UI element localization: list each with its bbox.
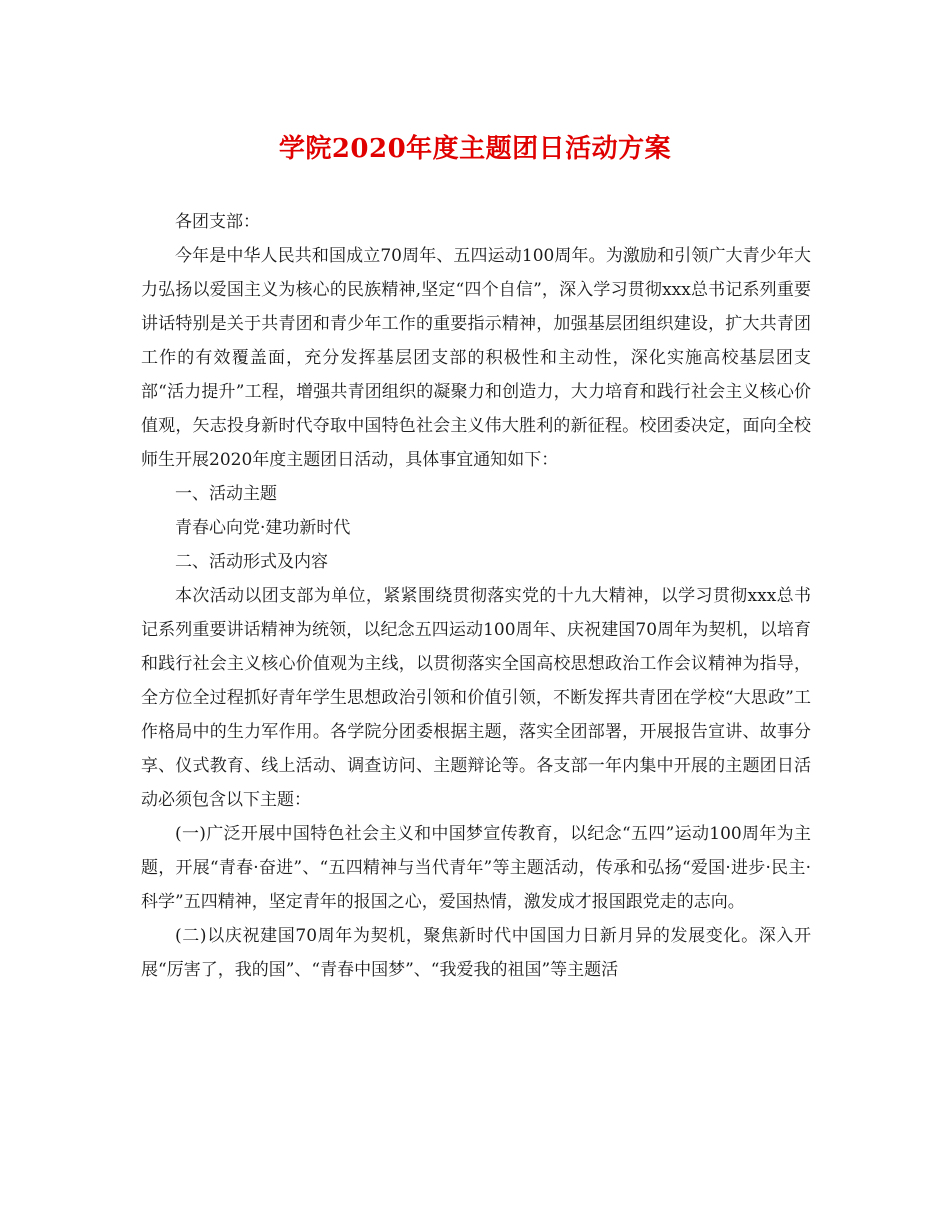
paragraph-item-1: (一)广泛开展中国特色社会主义和中国梦宣传教育，以纪念“五四”运动100周年为主题，开展“青春·奋进”、“五四精神与当代青年”等主题活动，传承和弘扬“爱国·进步·民主·科学”五四精神，坚定青年的报国之心，爱国热情，激发成才报国跟党走的志向。 (141, 824, 811, 912)
paragraph-intro: 今年是中华人民共和国成立70周年、五四运动100周年。为激励和引领广大青少年大力弘扬以爱国主义为核心的民族精神,坚定“四个自信”，深入学习贯彻xxx总书记系列重要讲话特别是关于共青团和青少年工作的重要指示精神，加强基层团组织建设，扩大共青团工作的有效覆盖面，充分发挥基层团支部的积极性和主动性，深化实施高校基层团支部“活力提升”工程，增强共青团组织的凝聚力和创造力，大力培育和践行社会主义核心价值观，矢志投身新时代夺取中国特色社会主义伟大胜利的新征程。校团委决定，面向全校师生开展2020年度主题团日活动，具体事宜通知如下： (141, 246, 811, 470)
theme-text: 青春心向党·建功新时代 (175, 518, 351, 538)
paragraph-item-2: (二)以庆祝建国70周年为契机，聚焦新时代中国国力日新月异的发展变化。深入开展“厉害了，我的国”、“青春中国梦”、“我爱我的祖国”等主题活 (141, 926, 811, 980)
salutation: 各团支部： (175, 212, 260, 232)
document-body (141, 205, 811, 987)
document-title: 学院2020年度主题团日活动方案 (278, 134, 672, 164)
section-heading-theme: 一、活动主题 (175, 484, 277, 504)
section-heading-form: 二、活动形式及内容 (175, 552, 328, 572)
paragraph-form: 本次活动以团支部为单位，紧紧围绕贯彻落实党的十九大精神，以学习贯彻xxx总书记系列重要讲话精神为统领，以纪念五四运动100周年、庆祝建国70周年为契机，以培育和践行社会主义核心价值观为主线，以贯彻落实全国高校思想政治工作会议精神为指导，全方位全过程抓好青年学生思想政治引领和价值引领，不断发挥共青团在学校“大思政”工作格局中的生力军作用。各学院分团委根据主题，落实全团部署，开展报告宣讲、故事分享、仪式教育、线上活动、调查访问、主题辩论等。各支部一年内集中开展的主题团日活动必须包含以下主题： (141, 586, 811, 810)
